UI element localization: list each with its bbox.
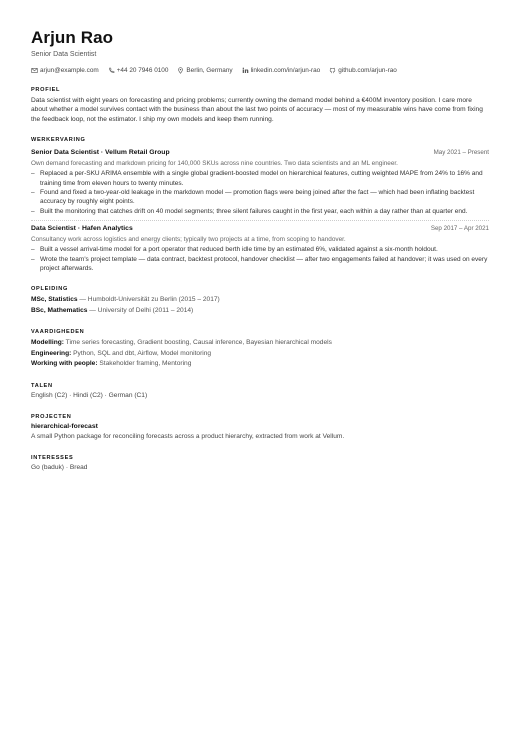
job-bullets [31,245,489,273]
job-summary: Consultancy work across logistics and energy clients; typically two projects at a time, from scoping to handover. [31,236,346,244]
profile-text: Data scientist with eight years on forecasting and pricing problems; currently owning the demand model behind a €400M inventory position. I care more about whether a model survives contact with the business than about the last two points of accuracy — most of my measurable wins have come from fixing the feedback loop, not the estimator. I ship my own models and keep them running. [31,97,483,123]
contact-phone[interactable] [108,66,169,75]
languages-heading: TALEN [31,382,53,389]
job-bullet-text: Built the monitoring that catches drift on 40 model segments; three silent failures caught in the first year, each within a day rather than at quarter end. [40,207,468,215]
linkedin-icon [242,67,249,74]
candidate-role: Senior Data Scientist [31,51,97,58]
education-detail: — University of Delhi (2011 – 2014) [87,306,194,314]
contact-phone-text: +44 20 7946 0100 [116,67,169,74]
contact-github[interactable] [329,66,397,75]
skills-heading: VAARDIGHEDEN [31,329,85,336]
job-dates: Sep 2017 – Apr 2021 [430,225,489,233]
education-item [31,295,489,306]
contact-github-text: github.com/arjun-rao [338,67,397,74]
job-title: Data Scientist · Hafen Analytics [31,225,133,233]
skill-row [31,349,489,360]
education-detail: — Humboldt-Universität zu Berlin (2015 – 2017) [77,296,220,304]
education-heading: OPLEIDING [31,286,69,293]
skill-value: Time series forecasting, Gradient boosting, Causal inference, Bayesian hierarchical models [63,339,332,347]
job-bullet-text: Found and fixed a two-year-old leakage in the markdown model — promotion flags were being joined after the fact — which had been inflating backtest accuracy by roughly eight points. [40,189,475,206]
education-degree: BSc, Mathematics [31,306,88,314]
contact-linkedin-text: linkedin.com/in/arjun-rao [250,67,321,74]
job-bullet-text: Wrote the team's project template — data contract, backtest protocol, handover checklist — after two engagements failed at handover; it was used on every project afterwards. [40,255,488,273]
contact-row [31,66,489,75]
languages-text: English (C2) · Hindi (C2) · German (C1) [31,391,148,399]
job-title: Senior Data Scientist · Vellum Retail Group [31,149,170,157]
job-bullet-text: Built a vessel arrival-time model for a port operator that reduced berth idle time by an estimated 6%, validated against a six-month holdout. [40,246,438,254]
github-icon [329,67,336,74]
education-degree: MSc, Statistics [31,296,78,304]
skill-label: Modelling: [31,339,64,347]
interests-text: Go (baduk) · Bread [31,463,88,471]
skill-label: Engineering: [31,349,72,357]
contact-email[interactable] [31,66,99,75]
mail-icon [31,67,38,74]
job-dates: May 2021 – Present [433,149,489,157]
job-bullet: – Found and fixed a two-year-old leakage in the markdown model — promotion flags were being joined after the fact — which had been inflating backtest accuracy by roughly eight points. [31,189,475,206]
projects-heading: PROJECTEN [31,413,72,420]
skill-value: Stakeholder framing, Mentoring [97,360,192,368]
job-summary: Own demand forecasting and markdown pricing for 140,000 SKUs across nine countries. Two data scientists and an ML engineer. [31,160,398,168]
job-bullet: – Built a vessel arrival-time model for a port operator that reduced berth idle time by an estimated 6%, validated against a six-month holdout. [31,246,438,254]
job-bullet: – Replaced a per-SKU ARIMA ensemble with a single global gradient-boosted model on hierarchical features, cutting weighted MAPE from 24% to 16% and training time from eleven hours to twenty minutes. [31,170,483,187]
skill-value: Python, SQL and dbt, Airflow, Model monitoring [71,349,212,357]
skill-row [31,338,489,349]
job-bullets [31,169,489,216]
job-bullet: – Wrote the team's project template — data contract, backtest protocol, handover checklist — after two engagements failed at handover; it was used on every project afterwards. [31,255,488,273]
interests-heading: INTERESSES [31,454,74,461]
phone-icon [108,67,115,74]
education-item [31,306,489,317]
job-entry [31,148,489,216]
location-pin-icon [177,67,184,74]
job-divider [31,220,489,221]
job-bullet: – Built the monitoring that catches drift on 40 model segments; three silent failures caught in the first year, each within a day rather than at quarter end. [31,207,468,215]
profile-heading: PROFIEL [31,87,61,93]
job-entry [31,224,489,273]
contact-location [177,66,232,75]
contact-linkedin[interactable] [242,66,321,75]
contact-email-text: arjun@example.com [40,67,99,74]
experience-heading: WERKERVARING [31,137,86,144]
skill-row [31,359,489,370]
project-title: hierarchical-forecast [31,422,98,430]
project-text: A small Python package for reconciling forecasts across a product hierarchy, extracted from work at Vellum. [31,432,345,440]
skill-label: Working with people: [31,360,98,368]
job-bullet-text: Replaced a per-SKU ARIMA ensemble with a single global gradient-boosted model on hierarchical features, cutting weighted MAPE from 24% to 16% and training time from eleven hours to twenty minutes. [40,170,483,187]
contact-location-text: Berlin, Germany [186,67,233,74]
candidate-name: Arjun Rao [31,28,114,47]
